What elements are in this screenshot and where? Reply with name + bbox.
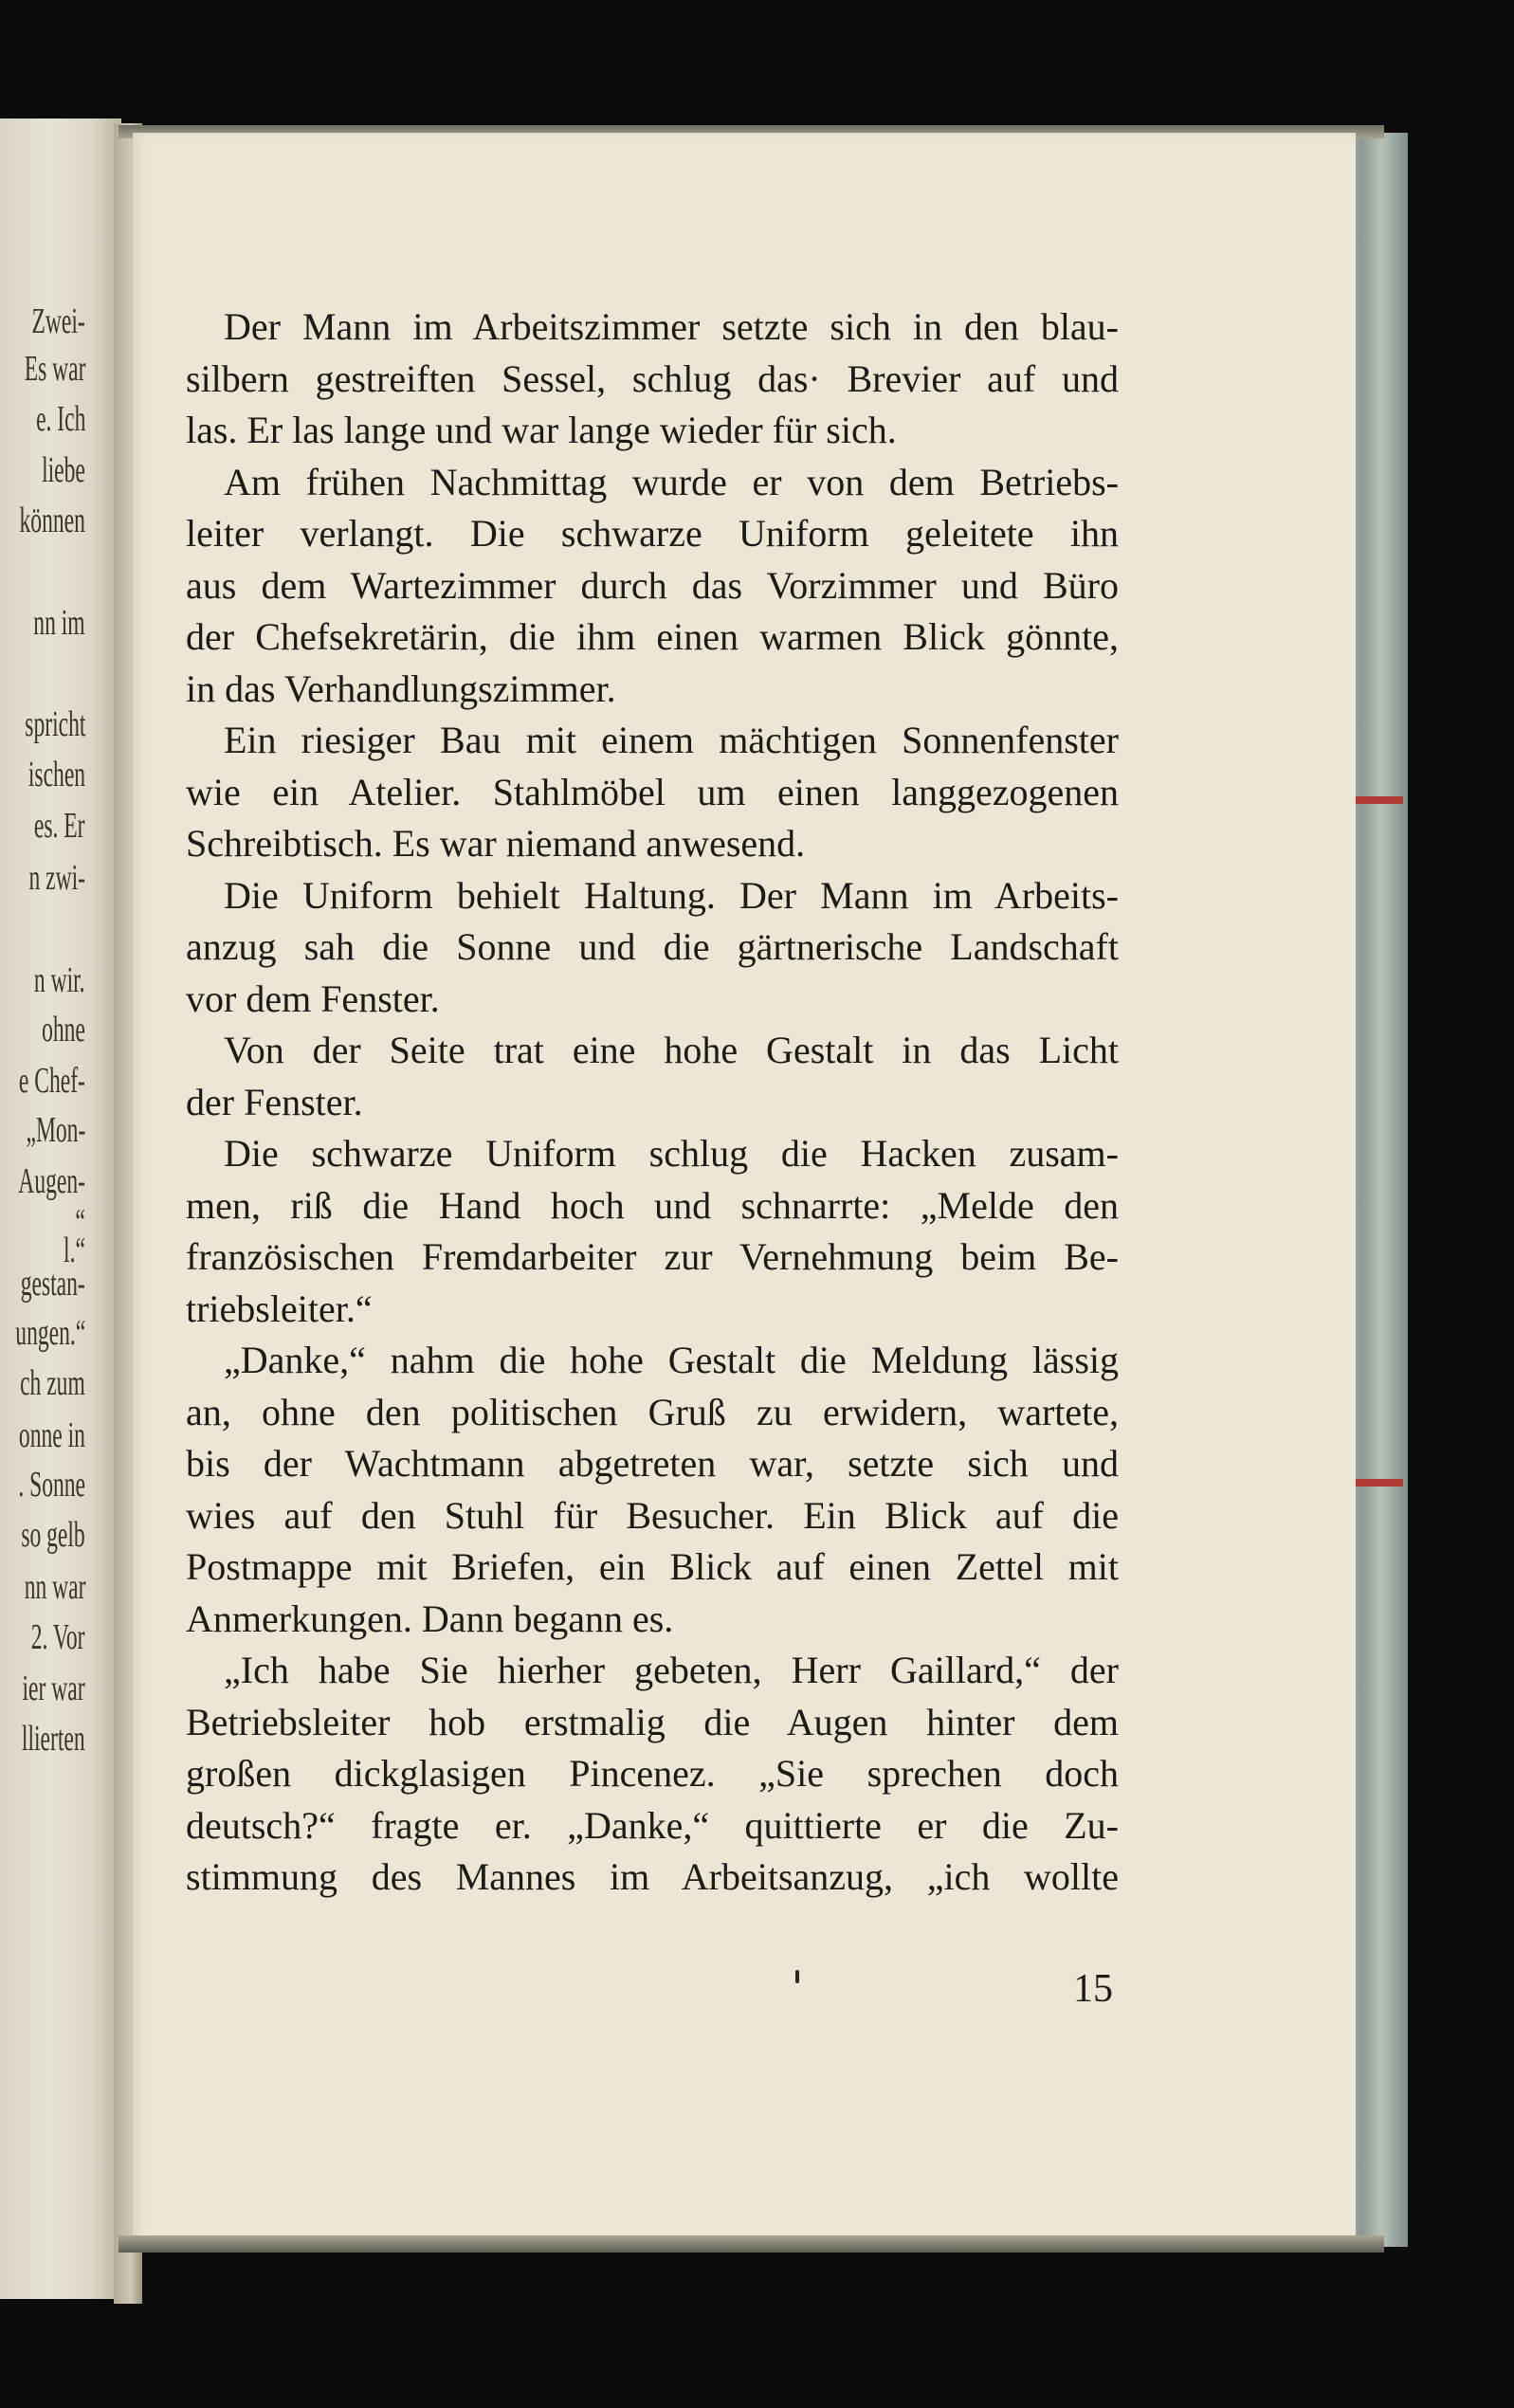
text-line: Von der Seite trat eine hohe Gestalt in das Licht	[224, 1029, 1119, 1071]
left-page-line: „Mon-	[26, 1110, 85, 1150]
paragraph	[186, 457, 1119, 716]
text-line: las. Er las lange und war lange wieder für sich.	[186, 409, 897, 451]
left-page-line: es. Er	[34, 806, 85, 846]
left-page-line: so gelb	[21, 1515, 85, 1555]
text-line: anzug sah die Sonne und die gärtnerische Landschaft	[186, 925, 1119, 968]
left-page-line: e. Ich	[35, 399, 85, 439]
left-page-line: n zwi-	[28, 858, 85, 898]
text-line: wies auf den Stuhl für Besucher. Ein Blick auf die	[186, 1493, 1119, 1537]
left-page-line: können	[19, 501, 85, 540]
text-line: leiter verlangt. Die schwarze Uniform geleitete ihn	[186, 512, 1119, 555]
paragraph	[186, 1335, 1119, 1645]
left-page-line: gestan-	[20, 1264, 85, 1304]
left-page-line: l.“	[64, 1231, 85, 1270]
text-line: Die Uniform behielt Haltung. Der Mann im Arbeits-	[224, 873, 1119, 917]
text-line: Postmappe mit Briefen, ein Blick auf einen Zettel mit	[186, 1545, 1119, 1588]
text-line: bis der Wachtmann abgetreten war, setzte sich und	[186, 1442, 1119, 1485]
text-line: der Fenster.	[186, 1080, 363, 1123]
left-page-line: liebe	[42, 450, 85, 490]
left-page-line: ier war	[22, 1669, 85, 1708]
left-page-line: . Sonne	[18, 1465, 85, 1505]
page-number: 15	[1073, 1967, 1113, 2011]
left-page-line: Zwei-	[31, 301, 85, 341]
text-line: Am frühen Nachmittag wurde er von dem Betriebs-	[224, 460, 1119, 503]
left-page-line: “	[75, 1202, 85, 1242]
paragraph	[186, 1128, 1119, 1335]
text-line: deutsch?“ fragte er. „Danke,“ quittierte er die Zu-	[186, 1803, 1119, 1847]
left-page-line: n wir.	[34, 960, 85, 1000]
text-line: wie ein Atelier. Stahlmöbel um einen langgezogenen	[186, 770, 1119, 813]
text-line: Die schwarze Uniform schlug die Hacken zusam-	[224, 1132, 1119, 1175]
text-line: Anmerkungen. Dann begann es.	[186, 1596, 674, 1640]
text-line: Ein riesiger Bau mit einem mächtigen Sonnenfenster	[224, 719, 1119, 761]
left-page-line: nn im	[33, 603, 85, 643]
text-line: Der Mann im Arbeitszimmer setzte sich in den blau-	[224, 305, 1119, 348]
left-page-line: Augen-	[18, 1161, 85, 1201]
page-body-text	[186, 301, 1119, 1904]
left-page-line: ohne	[42, 1010, 85, 1049]
left-page-line: llierten	[22, 1719, 85, 1759]
text-line: in das Verhandlungszimmer.	[186, 666, 616, 710]
text-line: vor dem Fenster.	[186, 976, 440, 1020]
left-page-line: spricht	[24, 704, 85, 744]
page-bottom-edge	[119, 2235, 1384, 2253]
text-line: großen dickglasigen Pincenez. „Sie sprechen doch	[186, 1752, 1119, 1795]
paragraph	[186, 301, 1119, 457]
left-page-line: Es war	[24, 349, 85, 389]
cover-red-mark	[1351, 1479, 1403, 1487]
print-mark	[795, 1970, 799, 1983]
left-page-line: ungen.“	[15, 1313, 85, 1353]
text-line: triebsleiter.“	[186, 1286, 373, 1330]
left-page-line: onne in	[18, 1415, 85, 1455]
text-line: an, ohne den politischen Gruß zu erwidern, wartete,	[186, 1390, 1119, 1433]
text-line: aus dem Wartezimmer durch das Vorzimmer und Büro	[186, 563, 1119, 607]
paragraph	[186, 1645, 1119, 1904]
text-line: stimmung des Mannes im Arbeitsanzug, „ich wollte	[186, 1855, 1119, 1898]
left-page-line: 2. Vor	[31, 1617, 85, 1657]
left-page-line: ch zum	[20, 1363, 85, 1403]
cover-red-mark	[1351, 796, 1403, 804]
text-line: men, riß die Hand hoch und schnarrte: „Melde den	[186, 1183, 1119, 1227]
paragraph	[186, 870, 1119, 1026]
paragraph	[186, 1025, 1119, 1128]
text-line: silbern gestreiften Sessel, schlug das· Brevier auf und	[186, 356, 1119, 400]
text-line: „Danke,“ nahm die hohe Gestalt die Meldung lässig	[224, 1339, 1119, 1381]
text-line: „Ich habe Sie hierher gebeten, Herr Gaillard,“ der	[224, 1649, 1119, 1691]
previous-page-fragment	[0, 119, 121, 2299]
left-page-line: nn war	[24, 1567, 85, 1607]
left-page-line: e Chef-	[19, 1061, 85, 1101]
text-line: Schreibtisch. Es war niemand anwesend.	[186, 822, 806, 865]
left-page-line: ischen	[27, 755, 85, 794]
text-line: der Chefsekretärin, die ihm einen warmen Blick gönnte,	[186, 615, 1119, 658]
text-line: französischen Fremdarbeiter zur Vernehmung beim Be-	[186, 1235, 1119, 1278]
text-line: Betriebsleiter hob erstmalig die Augen hinter dem	[186, 1700, 1119, 1743]
paragraph	[186, 715, 1119, 870]
